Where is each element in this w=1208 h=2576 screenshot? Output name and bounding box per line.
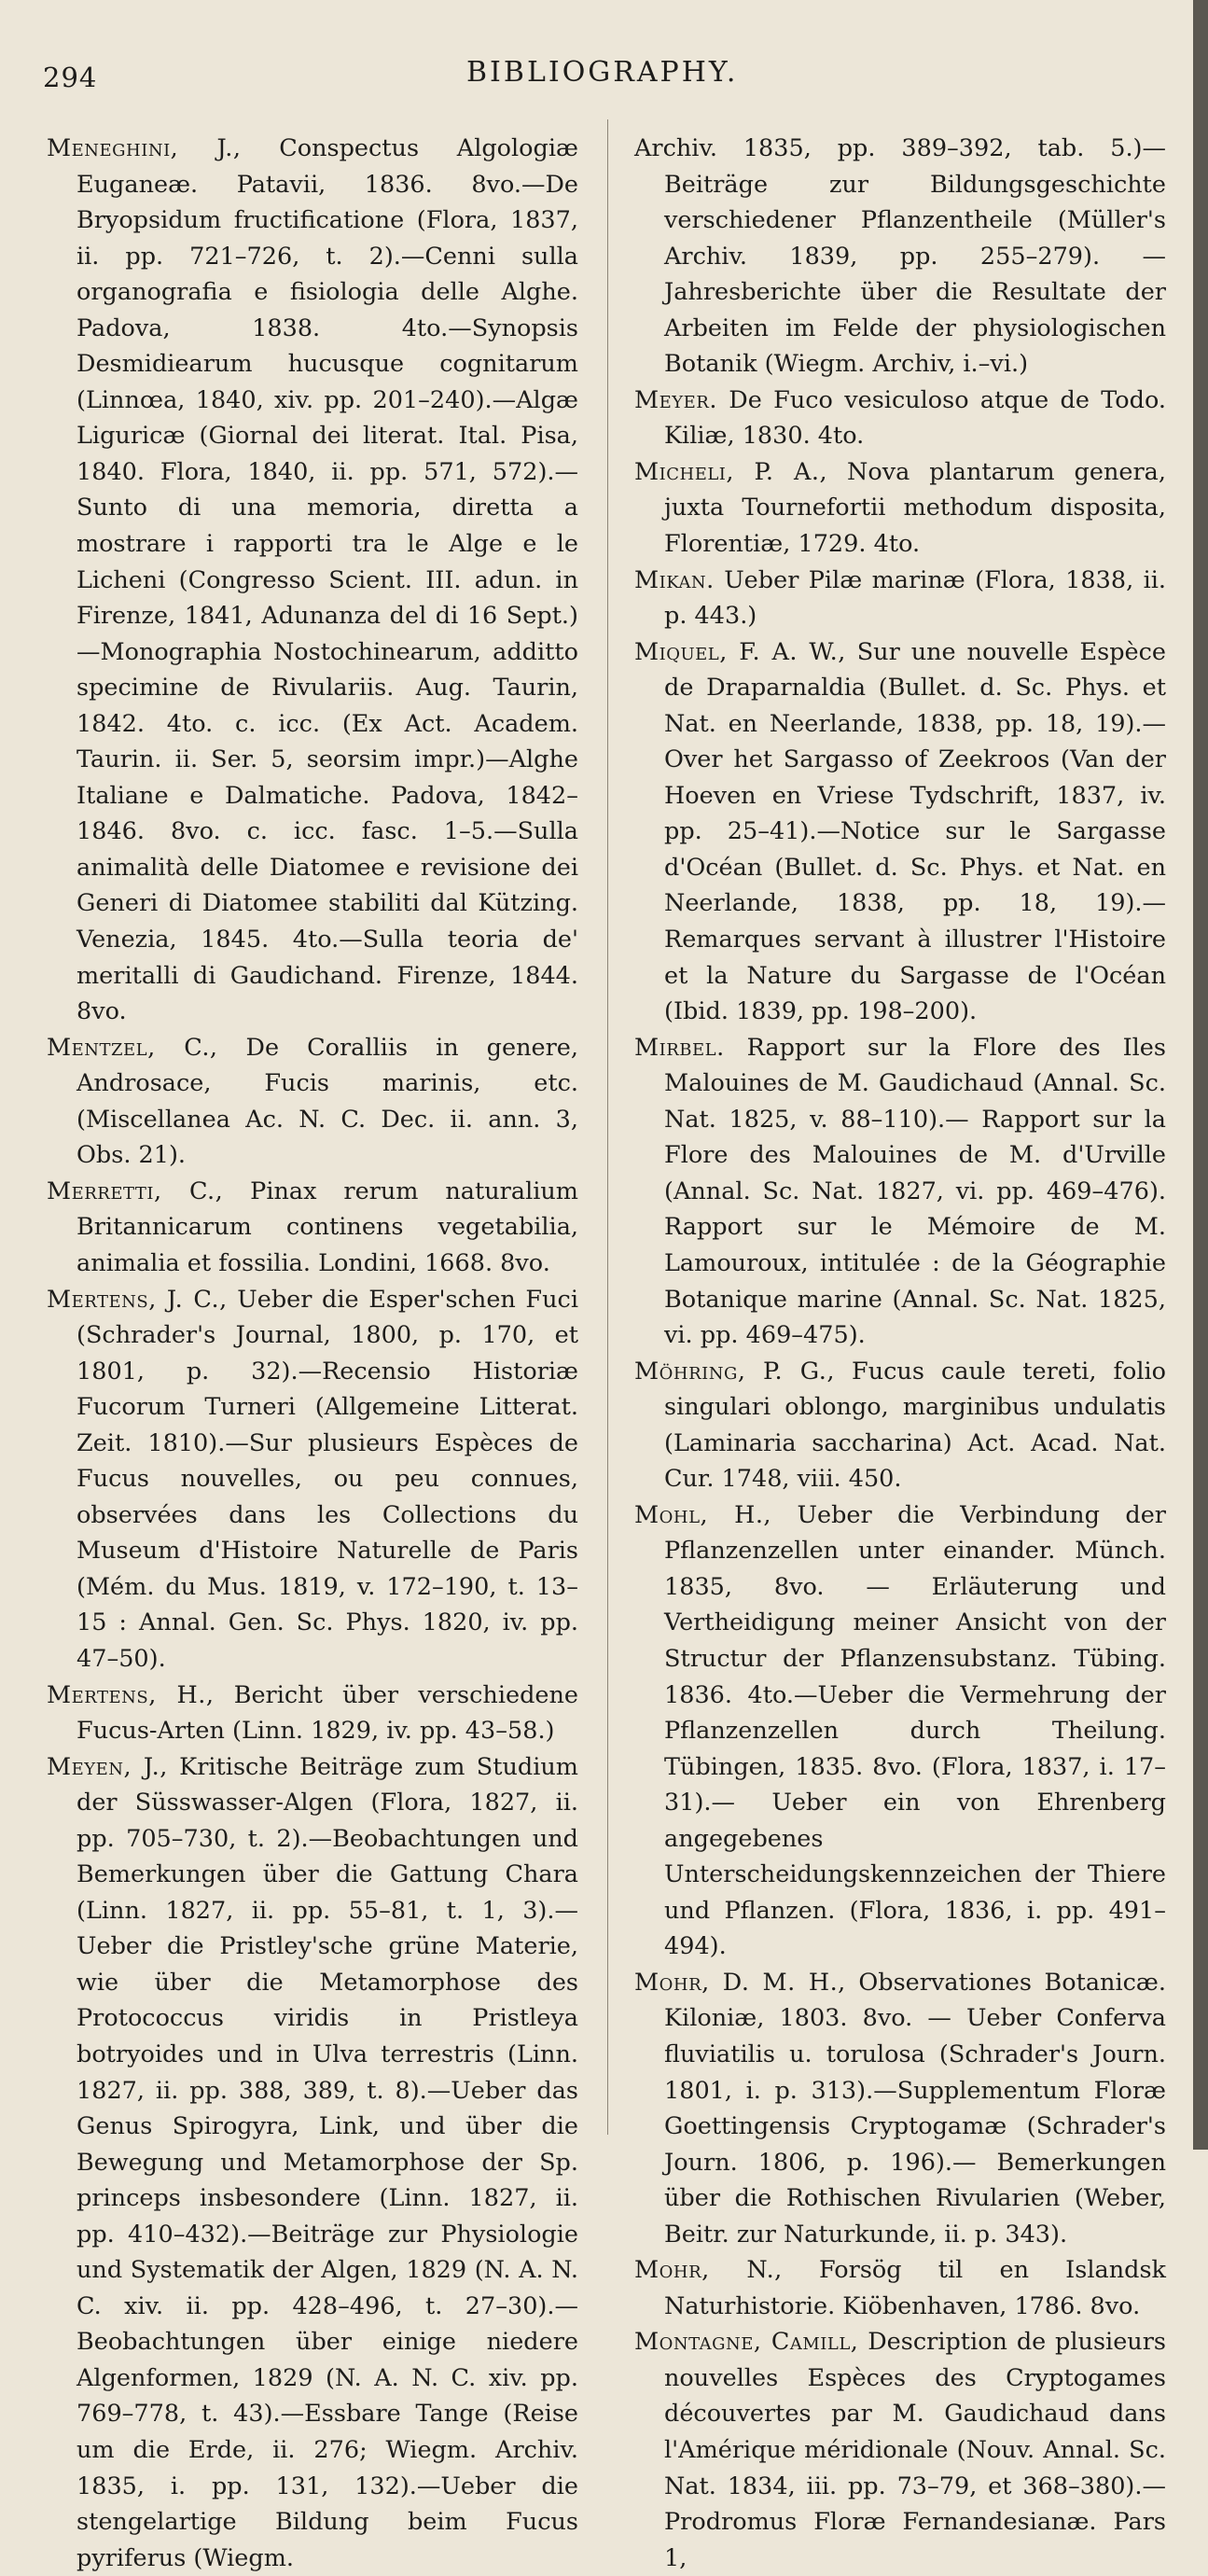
entry-author: Mohl, H., (634, 1500, 772, 1529)
entry-text: De Coralliis in genere, Androsace, Fucis marinis, etc. (Miscellanea Ac. N. C. Dec. ii. ann. 3, Obs. 21). (76, 1033, 578, 1170)
entry-author: Micheli, P. A., (634, 457, 828, 486)
entry-author: Mohr, N., (634, 2256, 783, 2285)
bibliography-entry (634, 634, 1166, 1030)
entry-text: De Fuco vesiculoso atque de Todo. Kiliæ, 1830. 4to. (664, 385, 1166, 451)
entry-author: Merretti, C., (47, 1177, 224, 1205)
bibliography-entry (634, 1030, 1166, 1354)
entry-text: Forsög til en Islandsk Naturhistorie. Kiöbenhaven, 1786. 8vo. (664, 2256, 1166, 2320)
right-column (634, 131, 1166, 2576)
entry-text: Observationes Botanicæ. Kiloniæ, 1803. 8vo. — Ueber Conferva fluviatilis u. torulosa (Schrader's Journ. 1801, i. p. 313).—Supplementum Floræ Goettingensis Cryptogamæ (Schrader's Journ. 1806, p. 196).— Bemerkungen über die Rothischen Rivularien (Weber, Beitr. zur Naturkunde, ii. p. 343). (664, 1968, 1166, 2249)
bibliography-entry (47, 1678, 578, 1749)
entry-author: Miquel, F. A. W., (634, 637, 846, 666)
page-edge (1193, 0, 1208, 2150)
bibliography-entry (47, 1282, 578, 1678)
entry-author: Mertens, H., (47, 1680, 215, 1709)
entry-text: Ueber Pilæ marinæ (Flora, 1838, ii. p. 443.) (664, 565, 1166, 631)
entry-text: Rapport sur la Flore des Iles Malouines de M. Gaudichaud (Annal. Sc. Nat. 1825, v. 88–110).— Rapport sur la Flore des Malouines de M. d'Urville (Annal. Sc. Nat. 1827, vi. pp. 469–476). Rapport sur le Mémoire de M. Lamouroux, intitulée : de la Géographie Botanique marine (Annal. Sc. Nat. 1825, vi. pp. 469–475). (664, 1033, 1166, 1350)
column-divider (607, 119, 608, 2135)
bibliography-entry (634, 1965, 1166, 2252)
bibliography-entry (634, 2324, 1166, 2576)
bibliography-entry (47, 1749, 578, 2576)
bibliography-entry (634, 383, 1166, 454)
entry-author: Möhring, P. G., (634, 1357, 835, 1385)
entry-author: Mentzel, C., (47, 1033, 218, 1062)
running-head: BIBLIOGRAPHY. (466, 56, 739, 89)
entry-author: Mikan. (634, 565, 715, 594)
entry-text: Fucus caule tereti, folio singulari oblongo, marginibus undulatis (Laminaria saccharina) Act. Acad. Nat. Cur. 1748, viii. 450. (664, 1357, 1166, 1494)
entry-author: Mohr, D. M. H., (634, 1968, 846, 1997)
bibliography-entry (634, 563, 1166, 634)
entry-author: Meyer. (634, 385, 717, 414)
bibliography-entry (47, 1030, 578, 1174)
page-number: 294 (43, 62, 98, 93)
entry-text: Sur une nouvelle Espèce de Draparnaldia (Bullet. d. Sc. Phys. et Nat. en Neerlande, 1838, pp. 18, 19).—Over het Sargasso of Zeekroos (Van der Hoeven en Vriese Tydschrift, 1837, iv. pp. 25–41).—Notice sur le Sargasse d'Océan (Bullet. d. Sc. Phys. et Nat. en Neerlande, 1838, pp. 18, 19).—Remarques servant à illustrer l'Histoire et la Nature du Sargasse de l'Océan (Ibid. 1839, pp. 198–200). (664, 637, 1166, 1026)
bibliography-entry (634, 2252, 1166, 2324)
entry-text: Ueber die Esper'schen Fuci (Schrader's Journal, 1800, p. 170, et 1801, p. 32).—Recensio Historiæ Fucorum Turneri (Allgemeine Litterat. Zeit. 1810).—Sur plusieurs Espèces de Fucus nouvelles, ou peu connues, observées dans les Collections du Museum d'Histoire Naturelle de Paris (Mém. du Mus. 1819, v. 172–190, t. 13–15 : Annal. Gen. Sc. Phys. 1820, iv. pp. 47–50). (76, 1285, 578, 1673)
entry-author: Mertens, J. C., (47, 1285, 228, 1314)
entry-text: Description de plusieurs nouvelles Espèces des Cryptogames découvertes par M. Gaudichaud dans l'Amérique méridionale (Nouv. Annal. Sc. Nat. 1834, iii. pp. 73–79, et 368–380).—Prodromus Floræ Fernandesianæ. Pars 1, (664, 2328, 1166, 2572)
entry-author: Meneghini, J., (47, 134, 242, 162)
entry-text: Bericht über verschiedene Fucus-Arten (Linn. 1829, iv. pp. 43–58.) (76, 1680, 578, 1746)
entry-text: Pinax rerum naturalium Britannicarum continens vegetabilia, animalia et fossilia. Londini, 1668. 8vo. (76, 1177, 578, 1277)
bibliography-entry (634, 1497, 1166, 1965)
bibliography-entry (634, 1354, 1166, 1497)
bibliography-entry-continued (634, 131, 1166, 383)
bibliography-entry (634, 454, 1166, 563)
entry-text: Nova plantarum genera, juxta Tournefortii methodum disposita, Florentiæ, 1729. 4to. (664, 457, 1166, 559)
bibliography-entry (47, 131, 578, 1030)
bibliography-entry (47, 1174, 578, 1282)
entry-author: Meyen, J., (47, 1752, 168, 1781)
entry-text: Kritische Beiträge zum Studium der Süsswasser-Algen (Flora, 1827, ii. pp. 705–730, t. 2).—Beobachtungen und Bemerkungen über die Gattung Chara (Linn. 1827, ii. pp. 55–81, t. 1, 3).—Ueber die Pristley'sche grüne Materie, wie über die Metamorphose des Protococcus viridis in Pristleya botryoides und in Ulva terrestris (Linn. 1827, ii. pp. 388, 389, t. 8).—Ueber das Genus Spirogyra, Link, und über die Bewegung und Metamorphose der Sp. princeps insbesondere (Linn. 1827, ii. pp. 410–432).—Beiträge zur Physiologie und Systematik der Algen, 1829 (N. A. N. C. xiv. ii. pp. 428–496, t. 27–30).—Beobachtungen über einige niedere Algenformen, 1829 (N. A. N. C. xiv. pp. 769–778, t. 43).—Essbare Tange (Reise um die Erde, ii. 276; Wiegm. Archiv. 1835, i. pp. 131, 132).—Ueber die stengelartige Bildung beim Fucus pyriferus (Wiegm. (76, 1752, 578, 2572)
left-column (47, 131, 578, 2576)
entry-text: Archiv. 1835, pp. 389–392, tab. 5.)—Beiträge zur Bildungsgeschichte verschiedener Pflanzentheile (Müller's Archiv. 1839, pp. 255–279). — Jahresberichte über die Resultate der Arbeiten im Felde der physiologischen Botanik (Wiegm. Archiv, i.–vi.) (634, 134, 1166, 379)
entry-text: Ueber die Verbindung der Pflanzenzellen unter einander. Münch. 1835, 8vo. — Erläuterung und Vertheidigung meiner Ansicht von der Structur der Pflanzensubstanz. Tübing. 1836. 4to.—Ueber die Vermehrung der Pflanzenzellen durch Theilung. Tübingen, 1835. 8vo. (Flora, 1837, i. 17–31).— Ueber ein von Ehrenberg angegebenes Unterscheidungskennzeichen der Thiere und Pflanzen. (Flora, 1836, i. pp. 491–494). (664, 1500, 1166, 1961)
entry-author: Mirbel. (634, 1033, 725, 1062)
entry-author: Montagne, Camill, (634, 2328, 859, 2357)
entry-text: Conspectus Algologiæ Euganeæ. Patavii, 1836. 8vo.—De Bryopsidum fructificatione (Flora, 1837, ii. pp. 721–726, t. 2).—Cenni sulla organografia e fisiologia delle Alghe. Padova, 1838. 4to.—Synopsis Desmidiearum hucusque cognitarum (Linnœa, 1840, xiv. pp. 201–240).—Algæ Liguricæ (Giornal dei literat. Ital. Pisa, 1840. Flora, 1840, ii. pp. 571, 572).—Sunto di una memoria, diretta a mostrare i rapporti tra le Alge e le Licheni (Congresso Scient. III. adun. in Firenze, 1841, Adunanza del di 16 Sept.)—Monographia Nostochinearum, additto specimine de Rivulariis. Aug. Taurin, 1842. 4to. c. icc. (Ex Act. Academ. Taurin. ii. Ser. 5, seorsim impr.)—Alghe Italiane e Dalmatiche. Padova, 1842–1846. 8vo. c. icc. fasc. 1–5.—Sulla animalità delle Diatomee e revisione dei Generi di Diatomee stabiliti dal Kützing. Venezia, 1845. 4to.—Sulla teoria de' meritalli di Gaudichand. Firenze, 1844. 8vo. (76, 134, 578, 1026)
